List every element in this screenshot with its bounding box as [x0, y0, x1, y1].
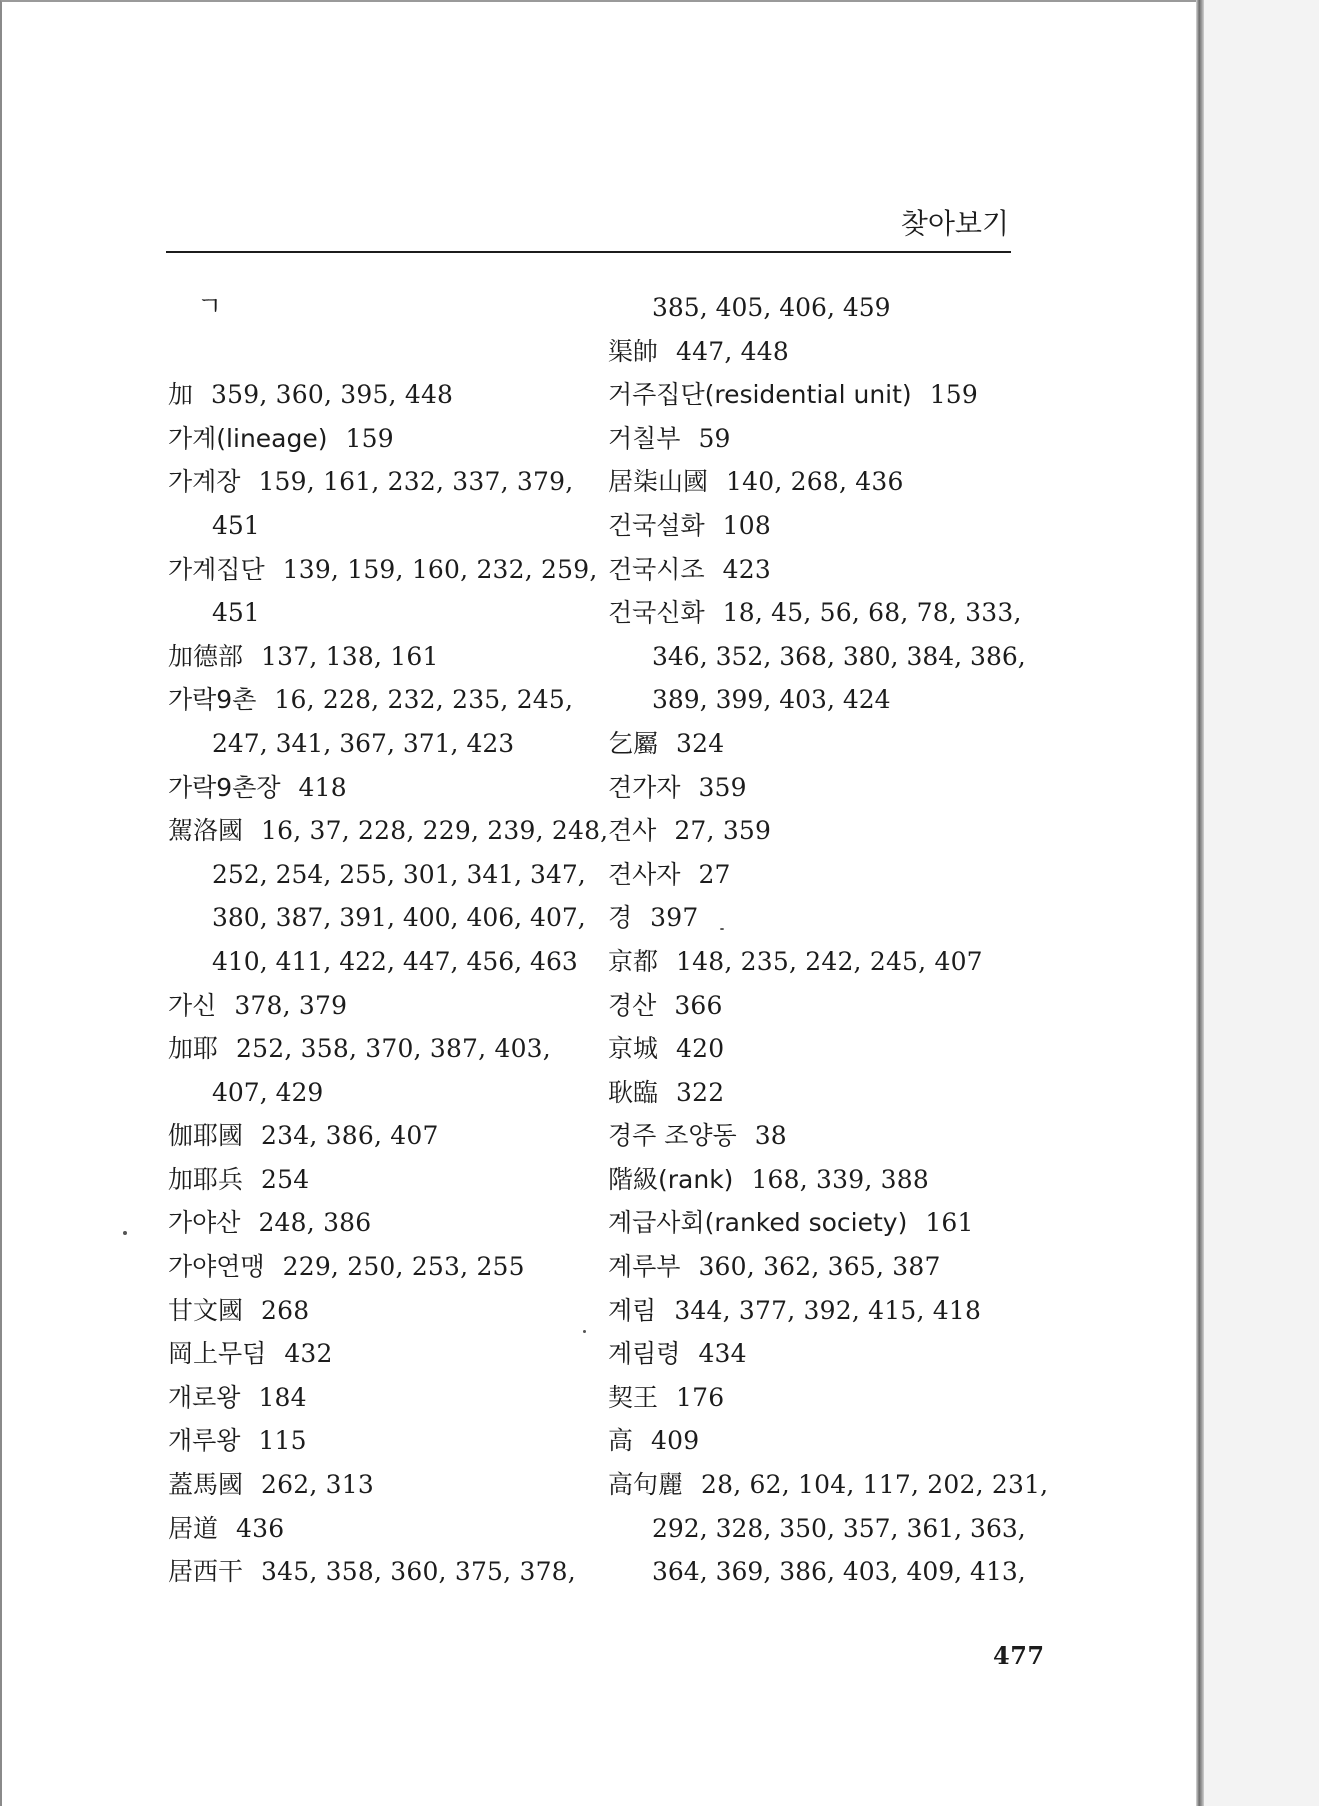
index-entry [168, 1332, 598, 1376]
index-entry [608, 460, 1038, 504]
index-term: 契王 [608, 1382, 659, 1412]
index-term: 蓋馬國 [168, 1470, 244, 1500]
index-pages: 432 [284, 1339, 333, 1369]
index-term: 견사 [608, 816, 657, 846]
index-entry [168, 1550, 598, 1594]
index-pages: 38 [754, 1121, 787, 1151]
index-term: 가야연맹 [168, 1252, 265, 1282]
index-term: 가계(lineage) [168, 423, 328, 453]
index-entry [608, 1201, 1038, 1245]
index-pages: 248, 386 [258, 1208, 372, 1238]
index-pages: 161 [925, 1208, 974, 1238]
index-entry [608, 1158, 1038, 1202]
index-entry [608, 1071, 1038, 1115]
index-term: 高 [608, 1426, 634, 1456]
index-entry [608, 1376, 1038, 1420]
index-pages: 159 [345, 423, 394, 453]
index-term: 건국신화 [608, 598, 705, 628]
index-term: 居道 [168, 1513, 219, 1543]
scan-margin [1204, 0, 1319, 1806]
index-entry-continuation: 247, 341, 367, 371, 423 [212, 728, 515, 758]
index-term: 계급사회(ranked society) [608, 1208, 908, 1238]
index-pages: 345, 358, 360, 375, 378, [261, 1557, 576, 1587]
index-pages: 139, 159, 160, 232, 259, [282, 554, 598, 584]
index-entry-continuation: 252, 254, 255, 301, 341, 347, [212, 859, 586, 889]
index-term: 耿臨 [608, 1077, 659, 1107]
index-entry [168, 1289, 598, 1333]
index-term: 거칠부 [608, 423, 681, 453]
index-entry [608, 1463, 1049, 1507]
index-term: 경산 [608, 990, 657, 1020]
header-rule [166, 251, 1011, 253]
index-entry [608, 1332, 1038, 1376]
index-pages: 234, 386, 407 [261, 1121, 439, 1151]
index-entry [168, 678, 598, 722]
index-pages: 360, 362, 365, 387 [698, 1252, 941, 1282]
index-entry-continuation: 389, 399, 403, 424 [652, 685, 891, 715]
index-entry-continuation: 410, 411, 422, 447, 456, 463 [212, 946, 578, 976]
index-entry [168, 766, 598, 810]
index-entry-continuation: 451 [212, 510, 260, 540]
index-entry [608, 853, 1038, 897]
page-number: 477 [993, 1641, 1045, 1670]
index-term: 居西干 [168, 1557, 244, 1587]
index-term: 가락9촌 [168, 685, 257, 715]
index-term: 가신 [168, 990, 217, 1020]
index-pages: 137, 138, 161 [261, 641, 439, 671]
index-entry-continuation: 380, 387, 391, 400, 406, 407, [212, 903, 586, 933]
index-term: 경 [608, 903, 633, 933]
index-term: 加耶兵 [168, 1164, 244, 1194]
index-column-left [168, 286, 609, 1594]
index-pages: 28, 62, 104, 117, 202, 231, [701, 1470, 1049, 1500]
index-term: 가계장 [168, 467, 241, 497]
index-pages: 344, 377, 392, 415, 418 [674, 1295, 982, 1325]
index-entry [168, 984, 598, 1028]
index-term: 加德部 [168, 641, 244, 671]
index-term: 加 [168, 380, 194, 410]
index-entry [168, 1507, 598, 1551]
index-pages: 148, 235, 242, 245, 407 [676, 946, 983, 976]
index-pages: 16, 228, 232, 235, 245, [274, 685, 574, 715]
index-entry [168, 1463, 598, 1507]
index-pages: 434 [698, 1339, 747, 1369]
index-term: 견가자 [608, 772, 681, 802]
index-term: 견사자 [608, 859, 681, 889]
index-pages: 324 [676, 728, 725, 758]
index-term: 개루왕 [168, 1426, 241, 1456]
index-entry-continuation: 292, 328, 350, 357, 361, 363, [652, 1513, 1026, 1543]
index-pages: 423 [722, 554, 771, 584]
index-pages: 409 [651, 1426, 700, 1456]
index-entry [608, 330, 1038, 374]
index-entry [168, 1114, 598, 1158]
index-term: 階級(rank) [608, 1164, 734, 1194]
index-pages: 159, 161, 232, 337, 379, [258, 467, 574, 497]
index-column-right [608, 286, 1049, 1594]
index-entry [608, 504, 1038, 548]
index-term: 乞屬 [608, 728, 659, 758]
index-pages: 418 [298, 772, 347, 802]
index-entry-continuation: 346, 352, 368, 380, 384, 386, [652, 641, 1026, 671]
index-pages: 378, 379 [234, 990, 348, 1020]
index-entry [608, 373, 1038, 417]
index-term: 加耶 [168, 1034, 219, 1064]
index-entry [608, 417, 1038, 461]
index-term: 京都 [608, 946, 659, 976]
index-term: 甘文國 [168, 1295, 244, 1325]
index-entry [608, 896, 1038, 940]
index-pages: 262, 313 [261, 1470, 374, 1500]
index-term: 가야산 [168, 1208, 241, 1238]
scan-speck [583, 1330, 586, 1333]
index-entry [168, 417, 598, 461]
index-pages: 140, 268, 436 [726, 467, 904, 497]
index-term: 渠帥 [608, 336, 659, 366]
index-term: 계루부 [608, 1252, 681, 1282]
index-entry-continuation: 385, 405, 406, 459 [652, 293, 891, 322]
index-entry [168, 635, 598, 679]
page-spine-shadow [1196, 0, 1204, 1806]
index-entry-continuation: 364, 369, 386, 403, 409, 413, [652, 1557, 1026, 1587]
index-pages: 252, 358, 370, 387, 403, [236, 1034, 551, 1064]
index-entry [168, 373, 598, 417]
index-pages: 322 [676, 1077, 725, 1107]
index-entry [168, 1201, 598, 1245]
index-pages: 366 [674, 990, 723, 1020]
index-pages: 184 [258, 1382, 307, 1412]
index-term: 京城 [608, 1034, 659, 1064]
index-entry [608, 1114, 1038, 1158]
index-pages: 268 [261, 1295, 310, 1325]
index-term: 건국설화 [608, 510, 705, 540]
index-entry [168, 548, 598, 592]
index-entry [608, 1289, 1038, 1333]
index-entry [608, 984, 1038, 1028]
index-pages: 27 [698, 859, 731, 889]
index-entry [608, 1419, 1038, 1463]
index-term: 高句麗 [608, 1470, 684, 1500]
index-pages: 436 [236, 1513, 285, 1543]
index-pages: 16, 37, 228, 229, 239, 248, [261, 816, 609, 846]
index-entry [168, 809, 609, 853]
index-entry [168, 1027, 598, 1071]
index-term: 계림 [608, 1295, 657, 1325]
index-pages: 159 [929, 380, 979, 410]
index-entry [608, 722, 1038, 766]
index-pages: 359 [698, 772, 747, 802]
index-term: 伽耶國 [168, 1121, 244, 1151]
index-entry-continuation: 407, 429 [212, 1077, 324, 1107]
index-term: 駕洛國 [168, 816, 244, 846]
index-entry [168, 1245, 598, 1289]
index-pages: 108 [722, 510, 771, 540]
index-pages: 254 [261, 1164, 310, 1194]
running-head: 찾아보기 [900, 207, 1009, 240]
index-pages: 359, 360, 395, 448 [211, 380, 454, 410]
index-entry-continuation: 451 [212, 598, 260, 628]
index-pages: 27, 359 [674, 816, 772, 846]
index-term: 岡上무덤 [168, 1339, 267, 1369]
index-term: 居柒山國 [608, 467, 709, 497]
index-entry [608, 1245, 1038, 1289]
index-entry [608, 591, 1038, 635]
index-term: 가락9촌장 [168, 772, 281, 802]
index-pages: 420 [676, 1034, 725, 1064]
index-entry [168, 460, 598, 504]
index-entry [168, 1158, 598, 1202]
index-pages: 229, 250, 253, 255 [282, 1252, 525, 1282]
index-pages: 115 [258, 1426, 307, 1456]
index-pages: 447, 448 [676, 336, 789, 366]
index-pages: 18, 45, 56, 68, 78, 333, [722, 598, 1022, 628]
index-pages: 397 [650, 903, 699, 933]
index-entry [608, 766, 1038, 810]
index-term: 계림령 [608, 1339, 681, 1369]
index-term: 개로왕 [168, 1382, 241, 1412]
index-entry [608, 548, 1038, 592]
scan-speck [123, 1231, 127, 1235]
index-pages: 59 [698, 423, 731, 453]
scan-speck [720, 928, 724, 930]
index-term: 경주 조양동 [608, 1121, 737, 1151]
section-letter: ㄱ [197, 292, 223, 322]
index-term: 가계집단 [168, 554, 265, 584]
index-entry [168, 1376, 598, 1420]
index-entry [168, 1419, 598, 1463]
index-entry [608, 809, 1038, 853]
index-entry [608, 940, 1038, 984]
index-term: 거주집단(residential unit) [608, 380, 912, 410]
index-pages: 176 [676, 1382, 725, 1412]
index-pages: 168, 339, 388 [751, 1164, 929, 1194]
index-term: 건국시조 [608, 554, 705, 584]
index-entry [608, 1027, 1038, 1071]
